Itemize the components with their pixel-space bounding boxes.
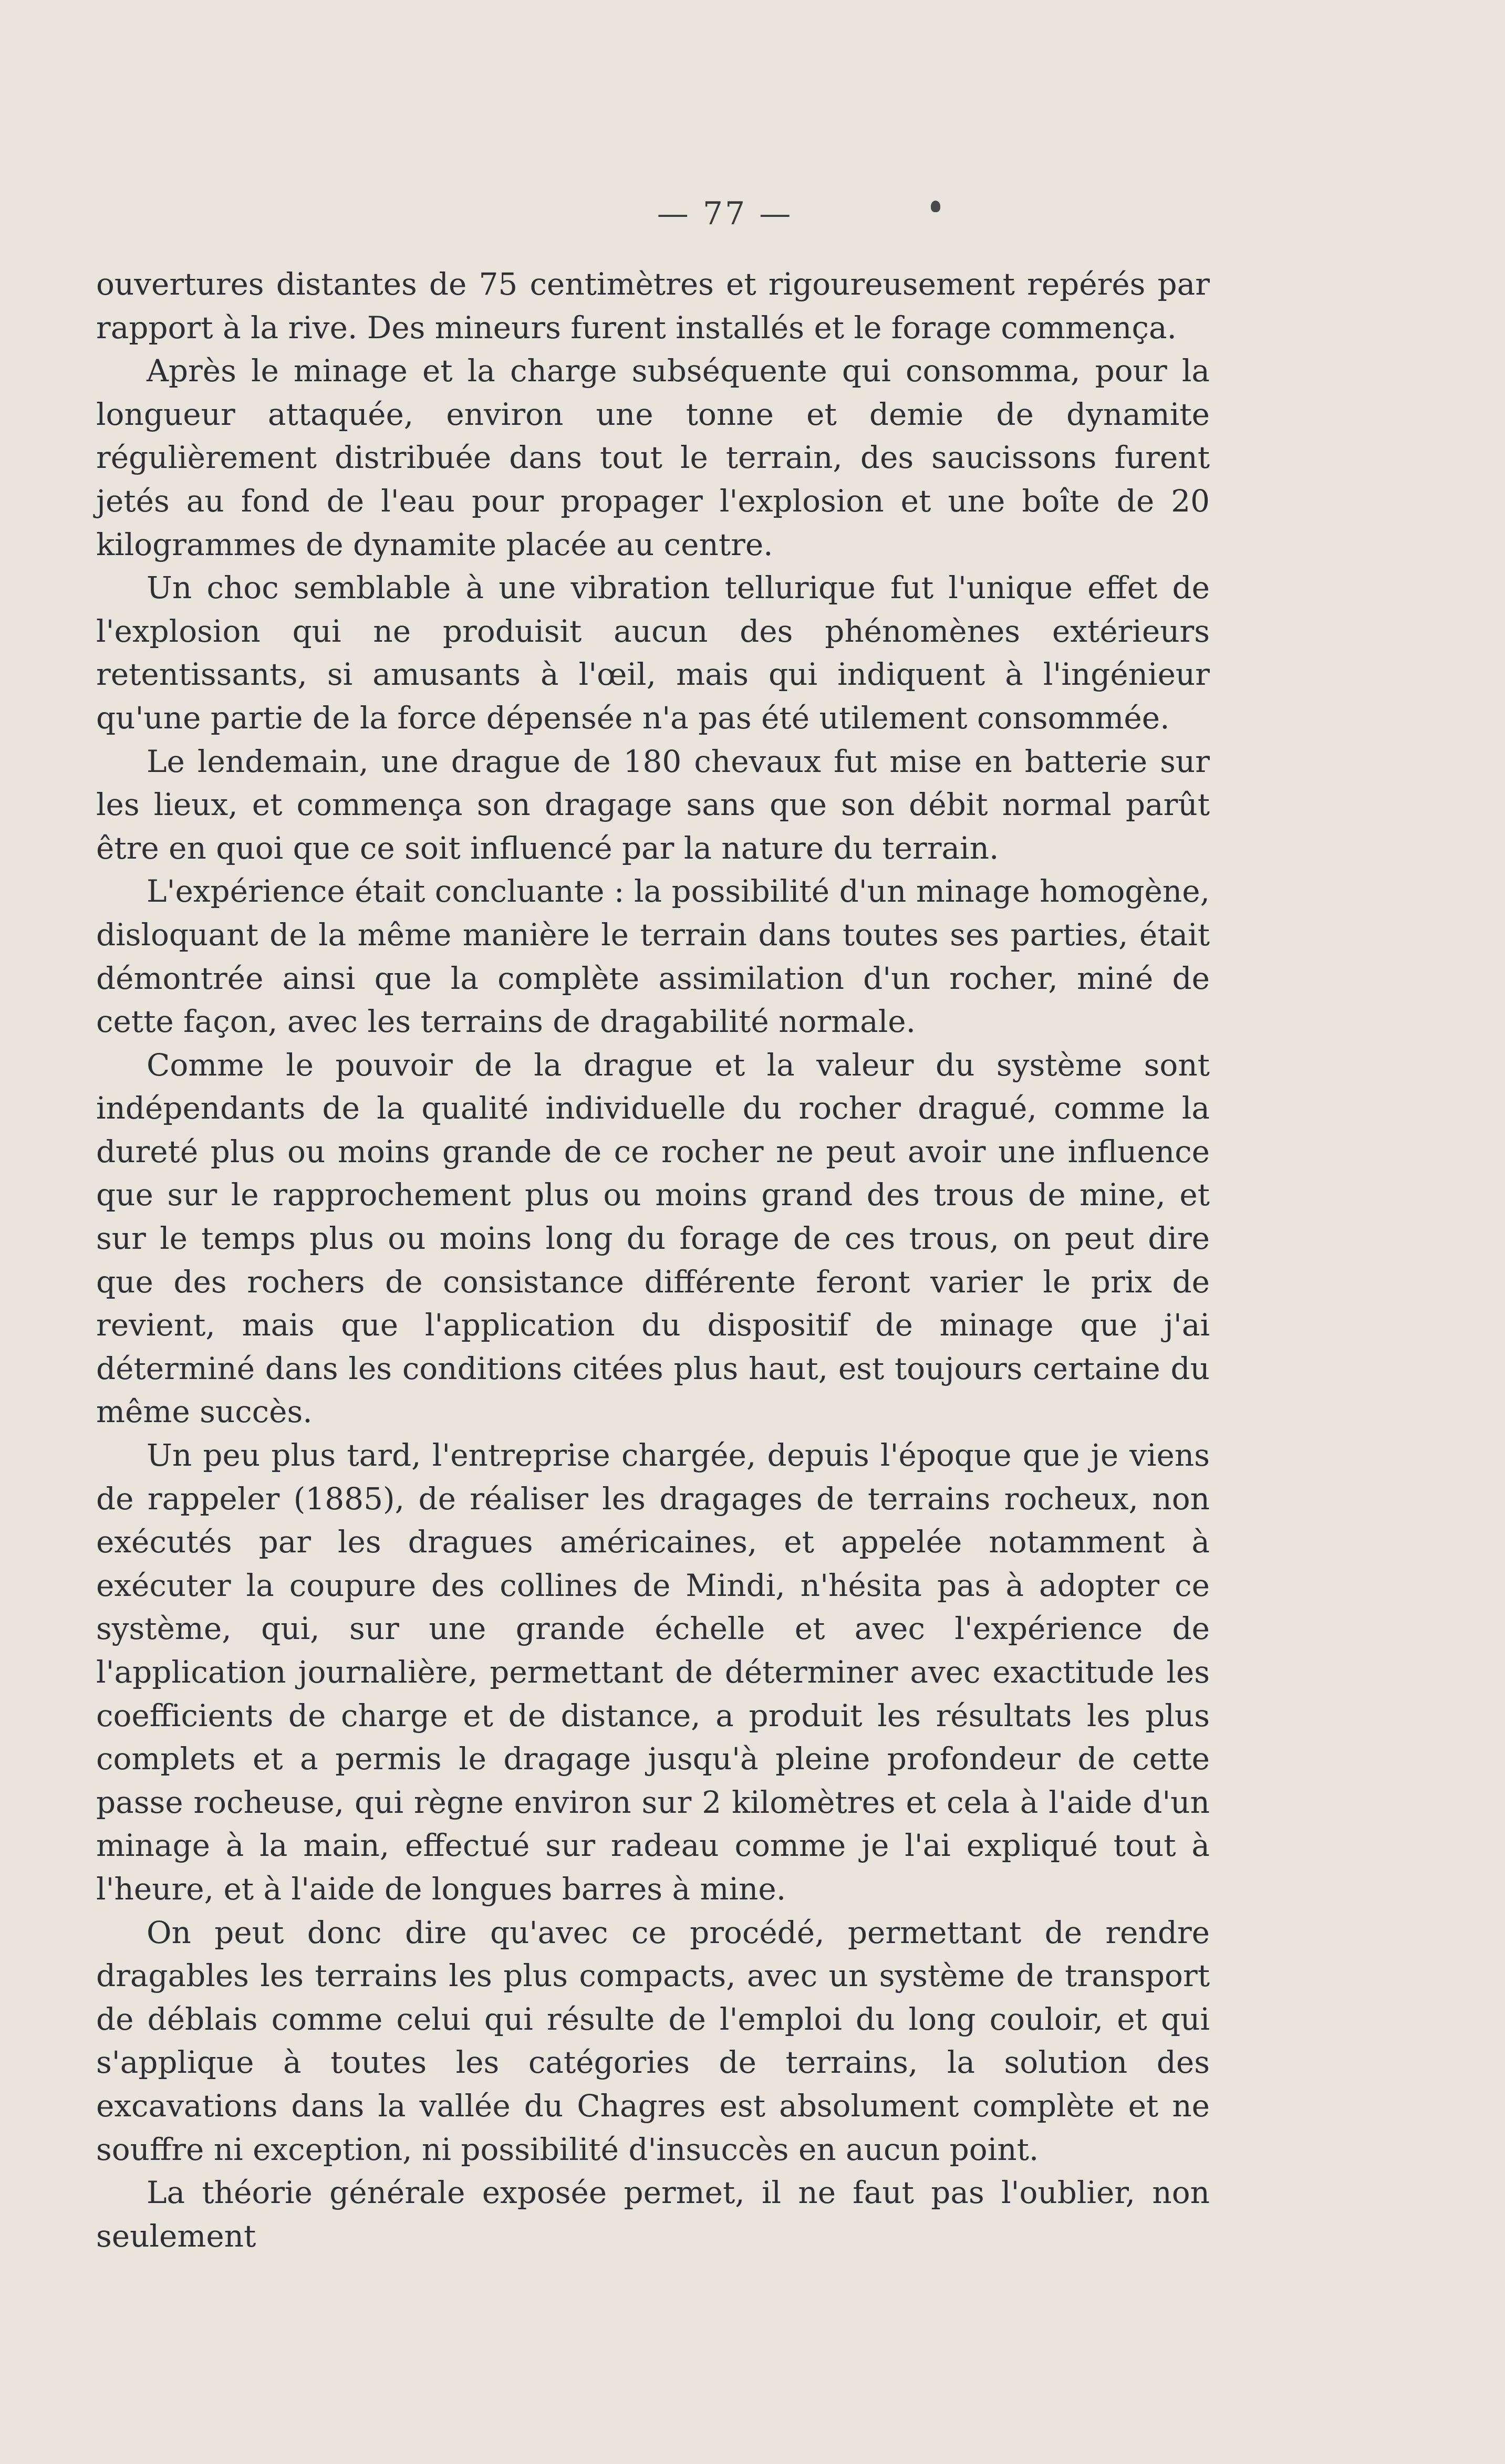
paragraph: Un peu plus tard, l'entreprise chargée, depuis l'époque que je viens de rappeler (1885), de réaliser les dragages de terrains rocheux, non exécutés par les dragues américaines, et appelée notamment à exécuter la coupure des collines de Mindi, n'hésita pas à adopter ce système, qui, sur une grande échelle et avec l'expérience de l'application journalière, permettant de déterminer avec exactitude les coefficients de charge et de distance, a produit les résultats les plus complets et a permis le dragage jusqu'à pleine profondeur de cette passe rocheuse, qui règne environ sur 2 kilomètres et cela à l'aide d'un minage à la main, effectué sur radeau comme je l'ai expliqué tout à l'heure, et à l'aide de longues barres à mine. [96,1437,1210,1907]
paragraph: On peut donc dire qu'avec ce procédé, permettant de rendre dragables les terrains les plus compacts, avec un système de transport de déblais comme celui qui résulte de l'emploi du long couloir, et qui s'applique à toutes les catégories de terrains, la solution des excavations dans la vallée du Chagres est absolument complète et ne souffre ni exception, ni possibilité d'insuccès en aucun point. [96,1914,1210,2167]
paragraph: Un choc semblable à une vibration tellurique fut l'unique effet de l'explosion qui ne produisit aucun des phénomènes extérieurs retentissants, si amusants à l'œil, mais qui indiquent à l'ingénieur qu'une partie de la force dépensée n'a pas été utilement consommée. [96,570,1210,736]
page-number: — 77 — [657,195,793,232]
ink-speck [931,201,940,212]
body-text [96,263,1210,2258]
paragraph: La théorie générale exposée permet, il ne faut pas l'oublier, non seulement [96,2175,1210,2254]
paragraph: ouvertures distantes de 75 centimètres et rigoureusement repérés par rapport à la rive. Des mineurs furent installés et le forage commença. [96,266,1210,346]
paragraph: Comme le pouvoir de la drague et la valeur du système sont indépendants de la qualité individuelle du rocher dragué, comme la dureté plus ou moins grande de ce rocher ne peut avoir une influence que sur le rapprochement plus ou moins grand des trous de mine, et sur le temps plus ou moins long du forage de ces trous, on peut dire que des rochers de consistance différente feront varier le prix de revient, mais que l'application du dispositif de minage que j'ai déterminé dans les conditions citées plus haut, est toujours certaine du même succès. [96,1047,1210,1430]
paragraph: Le lendemain, une drague de 180 chevaux fut mise en batterie sur les lieux, et commença son dragage sans que son débit normal parût être en quoi que ce soit influencé par la nature du terrain. [96,743,1210,866]
paragraph: Après le minage et la charge subséquente qui consomma, pour la longueur attaquée, environ une tonne et demie de dynamite régulièrement distribuée dans tout le terrain, des saucissons furent jetés au fond de l'eau pour propager l'explosion et une boîte de 20 kilogrammes de dynamite placée au centre. [96,353,1210,562]
paragraph: L'expérience était concluante : la possibilité d'un minage homogène, disloquant de la même manière le terrain dans toutes ses parties, était démontrée ainsi que la complète assimilation d'un rocher, miné de cette façon, avec les terrains de dragabilité normale. [96,873,1210,1040]
